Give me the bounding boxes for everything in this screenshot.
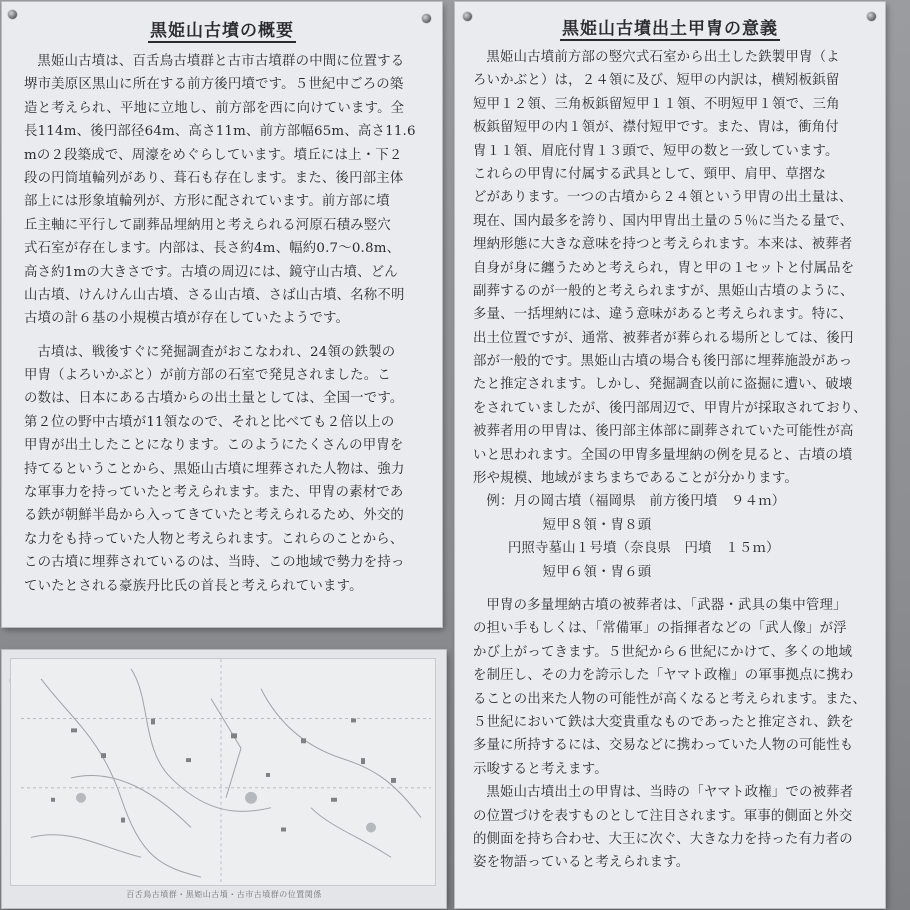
text-line: 高さ約1mの大きさです。古墳の周辺には、鏡守山古墳、どん <box>24 264 398 280</box>
text-line: 例：月の岡古墳（福岡県 前方後円墳 ９４ｍ） <box>486 494 786 510</box>
text-line: かび上がってきます。５世紀から６世紀にかけて、多くの地域 <box>473 644 853 660</box>
text-line: 円照寺墓山１号墳（奈良県 円墳 １５ｍ） <box>507 541 780 557</box>
text-line: 堺市美原区黒山に所在する前方後円墳です。５世紀中ごろの築 <box>24 77 404 93</box>
text-line: 黒姫山古墳は、百舌鳥古墳群と古市古墳群の中間に位置する <box>37 54 405 69</box>
text-line: 黒姫山古墳前方部の竪穴式石室から出土した鉄製甲冑（よ <box>486 50 840 65</box>
overview-panel <box>2 2 442 627</box>
text-line: 黒姫山古墳出土の甲冑は、当時の「ヤマト政権」での被葬者 <box>486 785 854 801</box>
text-line: 姿を物語っていると考えられます。 <box>473 855 690 871</box>
text-line: る鉄が朝鮮半島から入ってきていたと考えられるため、外交的 <box>24 508 404 524</box>
text-line: 古墳は、戦後すぐに発掘調査がおこなわれ、24領の鉄製の <box>37 344 396 360</box>
text-line: をされていましたが、後円部周辺で、甲冑片が採取されており、 <box>473 400 867 416</box>
paragraph-gap <box>473 584 867 594</box>
map-drawing <box>11 659 435 885</box>
text-line: 古墳の計６基の小規模古墳が存在していたようです。 <box>24 311 350 327</box>
text-line: この古墳に埋葬されているのは、当時、この地域で勢力を持っ <box>24 555 405 571</box>
text-line: を制圧し、その力を誇示した「ヤマト政権」の軍事拠点に携わ <box>473 668 854 684</box>
text-line: ろいかぶと）は，２４領に及び、短甲の内訳は，横矧板鋲留 <box>473 73 840 89</box>
overview-body <box>24 50 416 598</box>
text-line: 持てるということから、黒姫山古墳に埋葬された人物は、強力 <box>24 461 405 477</box>
text-line: ていたとされる豪族丹比氏の首長と考えられています。 <box>24 578 363 594</box>
text-line: 副葬するのが一般的と考えられますが、黒姫山古墳のように、 <box>473 283 854 299</box>
text-line: 短甲１２領、三角板鋲留短甲１１領、不明短甲１領で、三角 <box>473 96 840 112</box>
paragraph-gap <box>24 331 416 341</box>
text-line: 山古墳、けんけん山古墳、さる山古墳、さば山古墳、名称不明 <box>24 287 405 303</box>
text-line: ５世紀において鉄は大変貴重なものであったと推定され、鉄を <box>473 714 855 730</box>
text-line: 短甲６領・冑６頭 <box>542 564 652 580</box>
text-line: 長114m、後円部径64m、高さ11m、前方部幅65m、高さ11.6 <box>24 124 416 140</box>
text-line: 丘主軸に平行して副葬品埋納用と考えられる河原石積み竪穴 <box>24 217 391 233</box>
text-line: 的側面を持ち合わせ、大王に次ぐ、大きな力を持った有力者の <box>473 831 853 847</box>
significance-title: 黒姫山古墳出土甲冑の意義 <box>562 19 778 39</box>
text-line: 冑１１領、眉庇付冑１３頭で、短甲の数と一致しています。 <box>473 143 839 159</box>
text-line: 甲冑が出土したことになります。このようにたくさんの甲冑を <box>24 438 404 454</box>
text-line: 甲冑の多量埋納古墳の被葬者は、「武器・武具の集中管理」 <box>486 597 847 613</box>
text-line: 甲冑（よろいかぶと）が前方部の石室で発見されました。こ <box>24 368 391 384</box>
text-line: 示唆すると考えます。 <box>473 761 608 777</box>
text-line: 第２位の野中古墳が11領なので、それと比べても２倍以上の <box>24 414 395 430</box>
text-line: な力をも持っていた人物と考えられます。これらのことから、 <box>24 531 404 547</box>
text-line: 埋納形態に大きな意味を持つと考えられます。本来は、被葬者 <box>473 237 853 253</box>
text-line: 造と考えられ、平地に立地し、前方部を西に向けています。全 <box>24 100 405 116</box>
text-line: どがあります。一つの古墳から２４領という甲冑の出土量は、 <box>473 190 853 206</box>
significance-panel <box>455 2 885 908</box>
text-line: 板鋲留短甲の内１領が、襟付短甲です。また、冑は，衝角付 <box>473 120 839 136</box>
text-line: な軍事力を持っていたと考えられます。また、甲冑の素材であ <box>24 485 404 501</box>
text-line: 被葬者用の甲冑は、後円部主体部に副葬されていた可能性が高 <box>473 424 854 440</box>
overview-title: 黒姫山古墳の概要 <box>150 21 294 41</box>
map-panel <box>2 650 446 908</box>
text-line: の担い手もしくは、「常備軍」の指揮者などの「武人像」が浮 <box>473 621 847 637</box>
text-line: の位置づけを表すものとして注目されます。軍事的側面と外交 <box>473 808 853 824</box>
text-line: たと推定されます。しかし、発掘調査以前に盗掘に遭い、破壊 <box>473 377 853 393</box>
text-line: 段の円筒埴輪列があり、葺石も存在します。また、後円部主体 <box>24 170 404 186</box>
text-line: 出土位置ですが、通常、被葬者が葬られる場所としては、後円 <box>473 330 854 346</box>
text-line: 式石室が存在します。内部は、長さ約4m、幅約0.7～0.8m、 <box>24 241 401 257</box>
text-line: 自身が身に纏うためと考えられ，冑と甲の１セットと付属品を <box>473 260 855 276</box>
text-line: 多量、一括埋納には、違う意味があると考えられます。特に、 <box>473 307 853 323</box>
text-line: 形や規模、地域がまちまちであることが分かります。 <box>473 471 798 487</box>
significance-body <box>473 46 867 875</box>
text-line: 多量に所持するには、交易などに携わっていた人物の可能性も <box>473 738 854 754</box>
text-line: いと思われます。全国の甲冑多量埋納の例を見ると、古墳の墳 <box>473 447 853 463</box>
text-line: 現在、国内最多を誇り、国内甲冑出土量の５％に当たる量で、 <box>473 213 854 229</box>
text-line: ることの出来た人物の可能性が高くなると考えられます。また、 <box>473 691 867 707</box>
text-line: 部が一般的です。黒姫山古墳の場合も後円部に埋葬施設があっ <box>473 354 853 370</box>
text-line: 部上には形象埴輪列が、方形に配されています。前方部に墳 <box>24 194 390 210</box>
text-line: これらの甲冑に付属する武具として、頸甲、肩甲、草摺な <box>473 166 827 182</box>
text-line: の数は、日本にある古墳からの出土量としては、全国一です。 <box>24 391 404 407</box>
text-line: mの２段築成で、周濠をめぐらしています。墳丘には上・下２ <box>24 147 403 163</box>
map-caption: 百舌鳥古墳群・黒姫山古墳・古市古墳群の位置関係 <box>126 890 322 899</box>
location-map <box>10 658 436 886</box>
text-line: 短甲８領・冑８頭 <box>542 517 652 533</box>
